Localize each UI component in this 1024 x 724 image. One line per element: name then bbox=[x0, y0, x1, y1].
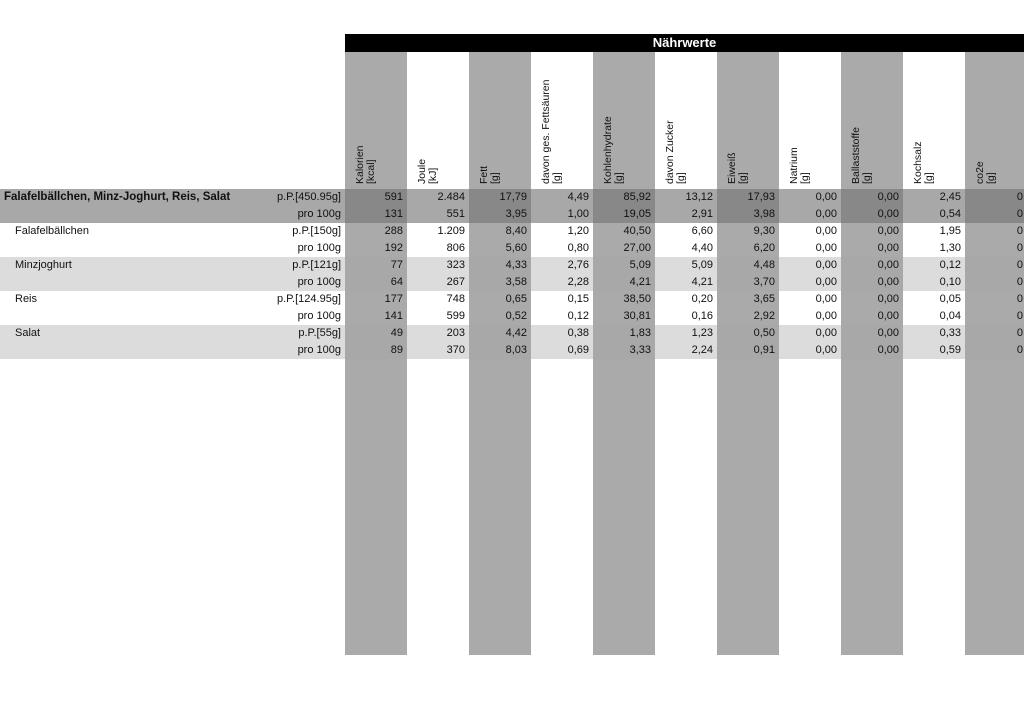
value-cell: 8,03 bbox=[505, 344, 527, 356]
value-cell: 38,50 bbox=[623, 293, 651, 305]
value-cell: 40,50 bbox=[623, 225, 651, 237]
value-cell: 0,59 bbox=[939, 344, 961, 356]
portion-label: pro 100g bbox=[297, 344, 341, 356]
value-cell: 2.484 bbox=[437, 191, 465, 203]
table-row bbox=[0, 342, 1024, 359]
value-cell: 4,49 bbox=[567, 191, 589, 203]
value-cell: 0,05 bbox=[939, 293, 961, 305]
value-cell: 288 bbox=[384, 225, 403, 237]
value-cell: 3,33 bbox=[629, 344, 651, 356]
value-cell: 0 bbox=[1016, 293, 1023, 305]
portion-label: p.P.[55g] bbox=[298, 327, 341, 339]
value-cell: 0,33 bbox=[939, 327, 961, 339]
column-header-unit: [g] bbox=[675, 172, 688, 184]
value-cell: 4,33 bbox=[505, 259, 527, 271]
value-cell: 17,93 bbox=[747, 191, 775, 203]
value-cell: 1,83 bbox=[629, 327, 651, 339]
component-name: Reis bbox=[15, 293, 38, 305]
component-name: Falafelbällchen bbox=[15, 225, 89, 237]
value-cell: 0,00 bbox=[815, 310, 837, 322]
value-cell: 2,24 bbox=[691, 344, 713, 356]
value-cell: 0,00 bbox=[815, 242, 837, 254]
value-cell: 0,12 bbox=[567, 310, 589, 322]
table-row bbox=[0, 240, 1024, 257]
value-cell: 267 bbox=[446, 276, 465, 288]
value-cell: 141 bbox=[384, 310, 403, 322]
value-cell: 0,00 bbox=[877, 225, 899, 237]
value-cell: 0,69 bbox=[567, 344, 589, 356]
column-header-name: davon Zucker bbox=[664, 120, 677, 184]
portion-label: pro 100g bbox=[297, 208, 341, 220]
value-cell: 1,23 bbox=[691, 327, 713, 339]
dish-name: Falafelbällchen, Minz-Joghurt, Reis, Salat bbox=[4, 191, 231, 203]
column-header-unit: [kJ] bbox=[427, 167, 440, 184]
column-header-unit: [kcal] bbox=[365, 159, 378, 184]
value-cell: 0,00 bbox=[877, 310, 899, 322]
value-cell: 0 bbox=[1016, 344, 1023, 356]
value-cell: 1,95 bbox=[939, 225, 961, 237]
value-cell: 748 bbox=[446, 293, 465, 305]
value-cell: 0,80 bbox=[567, 242, 589, 254]
value-cell: 0,00 bbox=[877, 242, 899, 254]
value-cell: 0,16 bbox=[691, 310, 713, 322]
value-cell: 0,00 bbox=[815, 208, 837, 220]
column-header-unit: [g] bbox=[861, 172, 874, 184]
column-header bbox=[779, 52, 841, 186]
value-cell: 1,00 bbox=[567, 208, 589, 220]
value-cell: 0 bbox=[1016, 191, 1023, 203]
table-row bbox=[0, 325, 1024, 342]
value-cell: 0,15 bbox=[567, 293, 589, 305]
value-cell: 0,52 bbox=[505, 310, 527, 322]
component-name: Minzjoghurt bbox=[15, 259, 72, 271]
value-cell: 0,00 bbox=[815, 327, 837, 339]
value-cell: 13,12 bbox=[685, 191, 713, 203]
value-cell: 0,00 bbox=[877, 191, 899, 203]
value-cell: 591 bbox=[384, 191, 403, 203]
portion-label: p.P.[124.95g] bbox=[276, 293, 341, 305]
value-cell: 6,20 bbox=[753, 242, 775, 254]
value-cell: 0,12 bbox=[939, 259, 961, 271]
value-cell: 0,38 bbox=[567, 327, 589, 339]
value-cell: 551 bbox=[446, 208, 465, 220]
table-row bbox=[0, 274, 1024, 291]
nutrition-header-banner: Nährwerte bbox=[345, 34, 1024, 52]
column-header bbox=[717, 52, 779, 186]
column-header-name: Fett bbox=[478, 165, 491, 184]
table-row bbox=[0, 291, 1024, 308]
column-header-name: Eiweiß bbox=[726, 152, 739, 184]
value-cell: 0,00 bbox=[815, 225, 837, 237]
value-cell: 89 bbox=[390, 344, 403, 356]
value-cell: 0,91 bbox=[753, 344, 775, 356]
value-cell: 0,00 bbox=[815, 344, 837, 356]
value-cell: 0,10 bbox=[939, 276, 961, 288]
column-header-name: davon ges. Fettsäuren bbox=[540, 79, 553, 184]
column-header bbox=[407, 52, 469, 186]
value-cell: 49 bbox=[390, 327, 403, 339]
column-header-unit: [g] bbox=[985, 172, 998, 184]
column-header-name: Ballaststoffe bbox=[850, 126, 863, 184]
value-cell: 0,54 bbox=[939, 208, 961, 220]
value-cell: 0,65 bbox=[505, 293, 527, 305]
value-cell: 0,00 bbox=[815, 259, 837, 271]
value-cell: 0,00 bbox=[815, 276, 837, 288]
table-row bbox=[0, 189, 1024, 206]
value-cell: 17,79 bbox=[499, 191, 527, 203]
value-cell: 177 bbox=[384, 293, 403, 305]
value-cell: 9,30 bbox=[753, 225, 775, 237]
column-header-unit: [g] bbox=[737, 172, 750, 184]
column-header-name: Joule bbox=[416, 158, 429, 184]
component-name: Salat bbox=[15, 327, 41, 339]
column-header bbox=[345, 52, 407, 186]
column-header-name: Kohlenhydrate bbox=[602, 116, 615, 184]
value-cell: 64 bbox=[390, 276, 403, 288]
value-cell: 77 bbox=[390, 259, 403, 271]
value-cell: 0 bbox=[1016, 276, 1023, 288]
value-cell: 599 bbox=[446, 310, 465, 322]
value-cell: 6,60 bbox=[691, 225, 713, 237]
value-cell: 0 bbox=[1016, 327, 1023, 339]
table-row bbox=[0, 223, 1024, 240]
column-header bbox=[531, 52, 593, 186]
column-header-name: co2e bbox=[974, 161, 987, 184]
value-cell: 0,00 bbox=[815, 191, 837, 203]
column-header-unit: [g] bbox=[489, 172, 502, 184]
column-header bbox=[965, 52, 1024, 186]
value-cell: 323 bbox=[446, 259, 465, 271]
value-cell: 4,21 bbox=[691, 276, 713, 288]
column-header-unit: [g] bbox=[613, 172, 626, 184]
column-header-name: Kochsalz bbox=[912, 141, 925, 184]
portion-label: p.P.[121g] bbox=[292, 259, 341, 271]
value-cell: 0 bbox=[1016, 310, 1023, 322]
column-header bbox=[655, 52, 717, 186]
value-cell: 1,30 bbox=[939, 242, 961, 254]
column-header-unit: [g] bbox=[551, 172, 564, 184]
value-cell: 0 bbox=[1016, 225, 1023, 237]
value-cell: 0,20 bbox=[691, 293, 713, 305]
value-cell: 0,00 bbox=[877, 259, 899, 271]
value-cell: 0 bbox=[1016, 242, 1023, 254]
table-row bbox=[0, 308, 1024, 325]
value-cell: 0,00 bbox=[877, 276, 899, 288]
value-cell: 3,70 bbox=[753, 276, 775, 288]
column-header bbox=[593, 52, 655, 186]
value-cell: 5,09 bbox=[629, 259, 651, 271]
value-cell: 131 bbox=[384, 208, 403, 220]
value-cell: 2,76 bbox=[567, 259, 589, 271]
value-cell: 0,00 bbox=[877, 327, 899, 339]
value-cell: 3,65 bbox=[753, 293, 775, 305]
value-cell: 203 bbox=[446, 327, 465, 339]
value-cell: 4,40 bbox=[691, 242, 713, 254]
value-cell: 4,21 bbox=[629, 276, 651, 288]
value-cell: 1,20 bbox=[567, 225, 589, 237]
value-cell: 5,60 bbox=[505, 242, 527, 254]
value-cell: 192 bbox=[384, 242, 403, 254]
portion-label: p.P.[150g] bbox=[292, 225, 341, 237]
value-cell: 0,00 bbox=[877, 293, 899, 305]
value-cell: 2,91 bbox=[691, 208, 713, 220]
value-cell: 0 bbox=[1016, 259, 1023, 271]
column-header bbox=[841, 52, 903, 186]
value-cell: 0 bbox=[1016, 208, 1023, 220]
value-cell: 0,00 bbox=[877, 208, 899, 220]
value-cell: 3,95 bbox=[505, 208, 527, 220]
value-cell: 0,04 bbox=[939, 310, 961, 322]
column-header bbox=[903, 52, 965, 186]
column-header-unit: [g] bbox=[799, 172, 812, 184]
column-header bbox=[469, 52, 531, 186]
column-header-unit: [g] bbox=[923, 172, 936, 184]
value-cell: 8,40 bbox=[505, 225, 527, 237]
value-cell: 3,58 bbox=[505, 276, 527, 288]
value-cell: 30,81 bbox=[623, 310, 651, 322]
value-cell: 3,98 bbox=[753, 208, 775, 220]
portion-label: pro 100g bbox=[297, 242, 341, 254]
value-cell: 0,00 bbox=[877, 344, 899, 356]
value-cell: 2,28 bbox=[567, 276, 589, 288]
value-cell: 0,00 bbox=[815, 293, 837, 305]
value-cell: 2,45 bbox=[939, 191, 961, 203]
portion-label: p.P.[450.95g] bbox=[276, 191, 341, 203]
portion-label: pro 100g bbox=[297, 276, 341, 288]
value-cell: 370 bbox=[446, 344, 465, 356]
column-header-name: Natrium bbox=[788, 147, 801, 184]
value-cell: 2,92 bbox=[753, 310, 775, 322]
table-row bbox=[0, 257, 1024, 274]
value-cell: 27,00 bbox=[623, 242, 651, 254]
column-header-name: Kalorien bbox=[354, 145, 367, 184]
value-cell: 19,05 bbox=[623, 208, 651, 220]
table-row bbox=[0, 206, 1024, 223]
value-cell: 5,09 bbox=[691, 259, 713, 271]
value-cell: 0,50 bbox=[753, 327, 775, 339]
value-cell: 4,48 bbox=[753, 259, 775, 271]
value-cell: 806 bbox=[446, 242, 465, 254]
value-cell: 85,92 bbox=[623, 191, 651, 203]
portion-label: pro 100g bbox=[297, 310, 341, 322]
value-cell: 1.209 bbox=[437, 225, 465, 237]
value-cell: 4,42 bbox=[505, 327, 527, 339]
